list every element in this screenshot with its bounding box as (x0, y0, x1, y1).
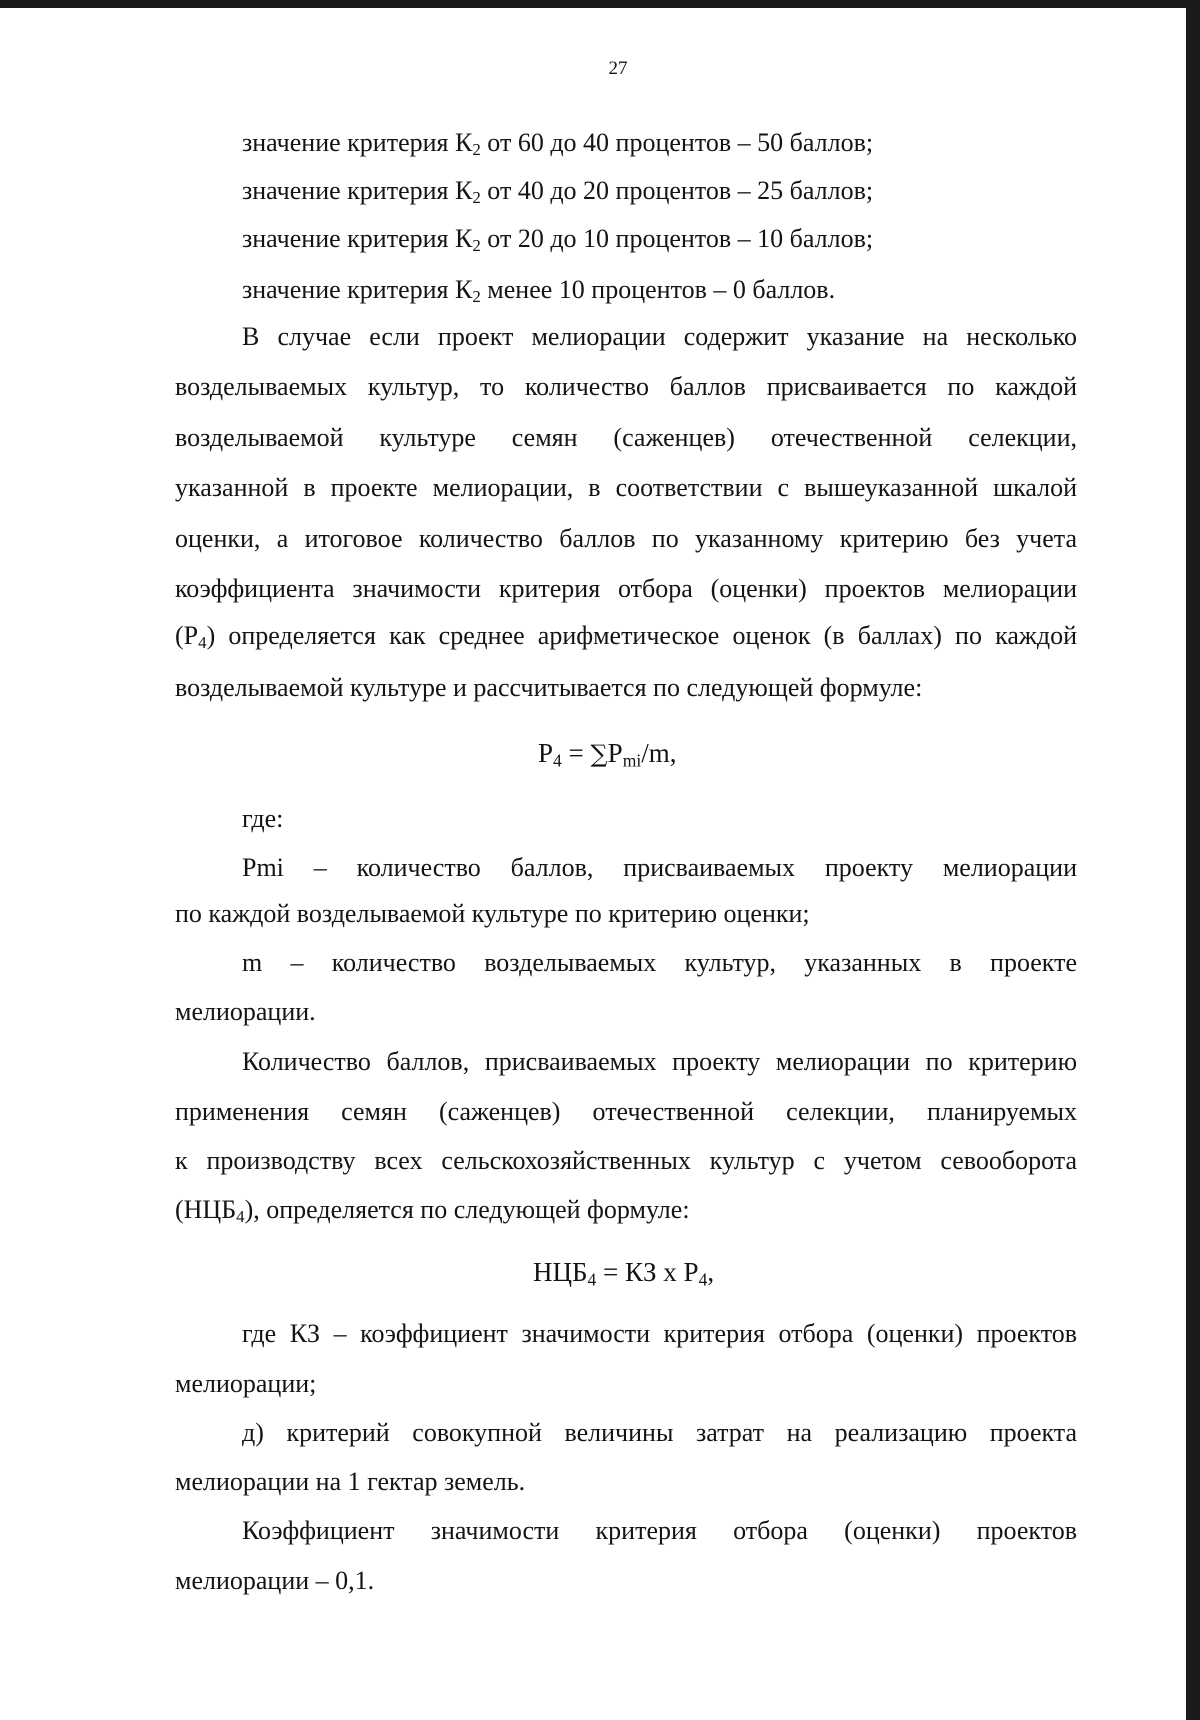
paragraph-line: к производству всех сельскохозяйственных культур с учетом севооборота (175, 1146, 1077, 1175)
paragraph-line: возделываемых культур, то количество баллов присваивается по каждой (175, 372, 1077, 401)
where-label: где: (242, 804, 284, 833)
definition-pmi-cont: по каждой возделываемой культуре по критерию оценки; (175, 899, 810, 928)
scale-item: значение критерия $К_2$ от 20 до 10 процентов – 10 баллов; (242, 224, 874, 256)
paragraph-line: коэффициента значимости критерия отбора (оценки) проектов мелиорации (175, 574, 1077, 603)
scale-item: значение критерия $К_2$ от 40 до 20 процентов – 25 баллов; (242, 176, 874, 208)
definition-m: m – количество возделываемых культур, указанных в проекте (242, 948, 1077, 977)
paragraph-line: В случае если проект мелиорации содержит указание на несколько (242, 322, 1077, 351)
paragraph-line: $(НЦБ_4)$, определяется по следующей формуле: (175, 1195, 690, 1227)
paragraph-line: указанной в проекте мелиорации, в соответствии с вышеуказанной шкалой (175, 473, 1077, 502)
scan-right-edge (1186, 0, 1200, 1720)
paragraph-line: применения семян (саженцев) отечественной селекции, планируемых (175, 1097, 1077, 1126)
criterion-d-cont: мелиорации на 1 гектар земель. (175, 1467, 526, 1496)
definition-kz-cont: мелиорации; (175, 1369, 317, 1398)
formula-ncb4: $НЦБ_4$ = КЗ х $Р_4$, (533, 1257, 715, 1290)
criterion-d: д) критерий совокупной величины затрат на реализацию проекта (242, 1418, 1077, 1447)
coefficient-d: Коэффициент значимости критерия отбора (оценки) проектов (242, 1516, 1077, 1545)
paragraph-line: оценки, а итоговое количество баллов по указанному критерию без учета (175, 524, 1077, 553)
paragraph-line: возделываемой культуре семян (саженцев) отечественной селекции, (175, 423, 1077, 452)
scale-item: значение критерия $К_2$ менее 10 процентов – 0 баллов. (242, 275, 836, 307)
page-number: 27 (608, 58, 628, 79)
scan-top-edge (0, 0, 1200, 8)
paragraph-line: возделываемой культуре и рассчитывается по следующей формуле: (175, 673, 923, 702)
coefficient-d-cont: мелиорации – 0,1. (175, 1566, 375, 1595)
paragraph-line: $(Р_4)$ определяется как среднее арифметическое оценок (в баллах) по каждой (175, 621, 1077, 653)
paragraph-line: Количество баллов, присваиваемых проекту мелиорации по критерию (242, 1047, 1077, 1076)
definition-pmi: Pmi – количество баллов, присваиваемых проекту мелиорации (242, 853, 1077, 882)
formula-p4: $P_4 = \sum P_{mi}/m$, (538, 738, 677, 771)
definition-kz: где КЗ – коэффициент значимости критерия отбора (оценки) проектов (242, 1319, 1077, 1348)
scale-item: значение критерия $К_2$ от 60 до 40 процентов – 50 баллов; (242, 128, 874, 160)
definition-m-cont: мелиорации. (175, 997, 316, 1026)
